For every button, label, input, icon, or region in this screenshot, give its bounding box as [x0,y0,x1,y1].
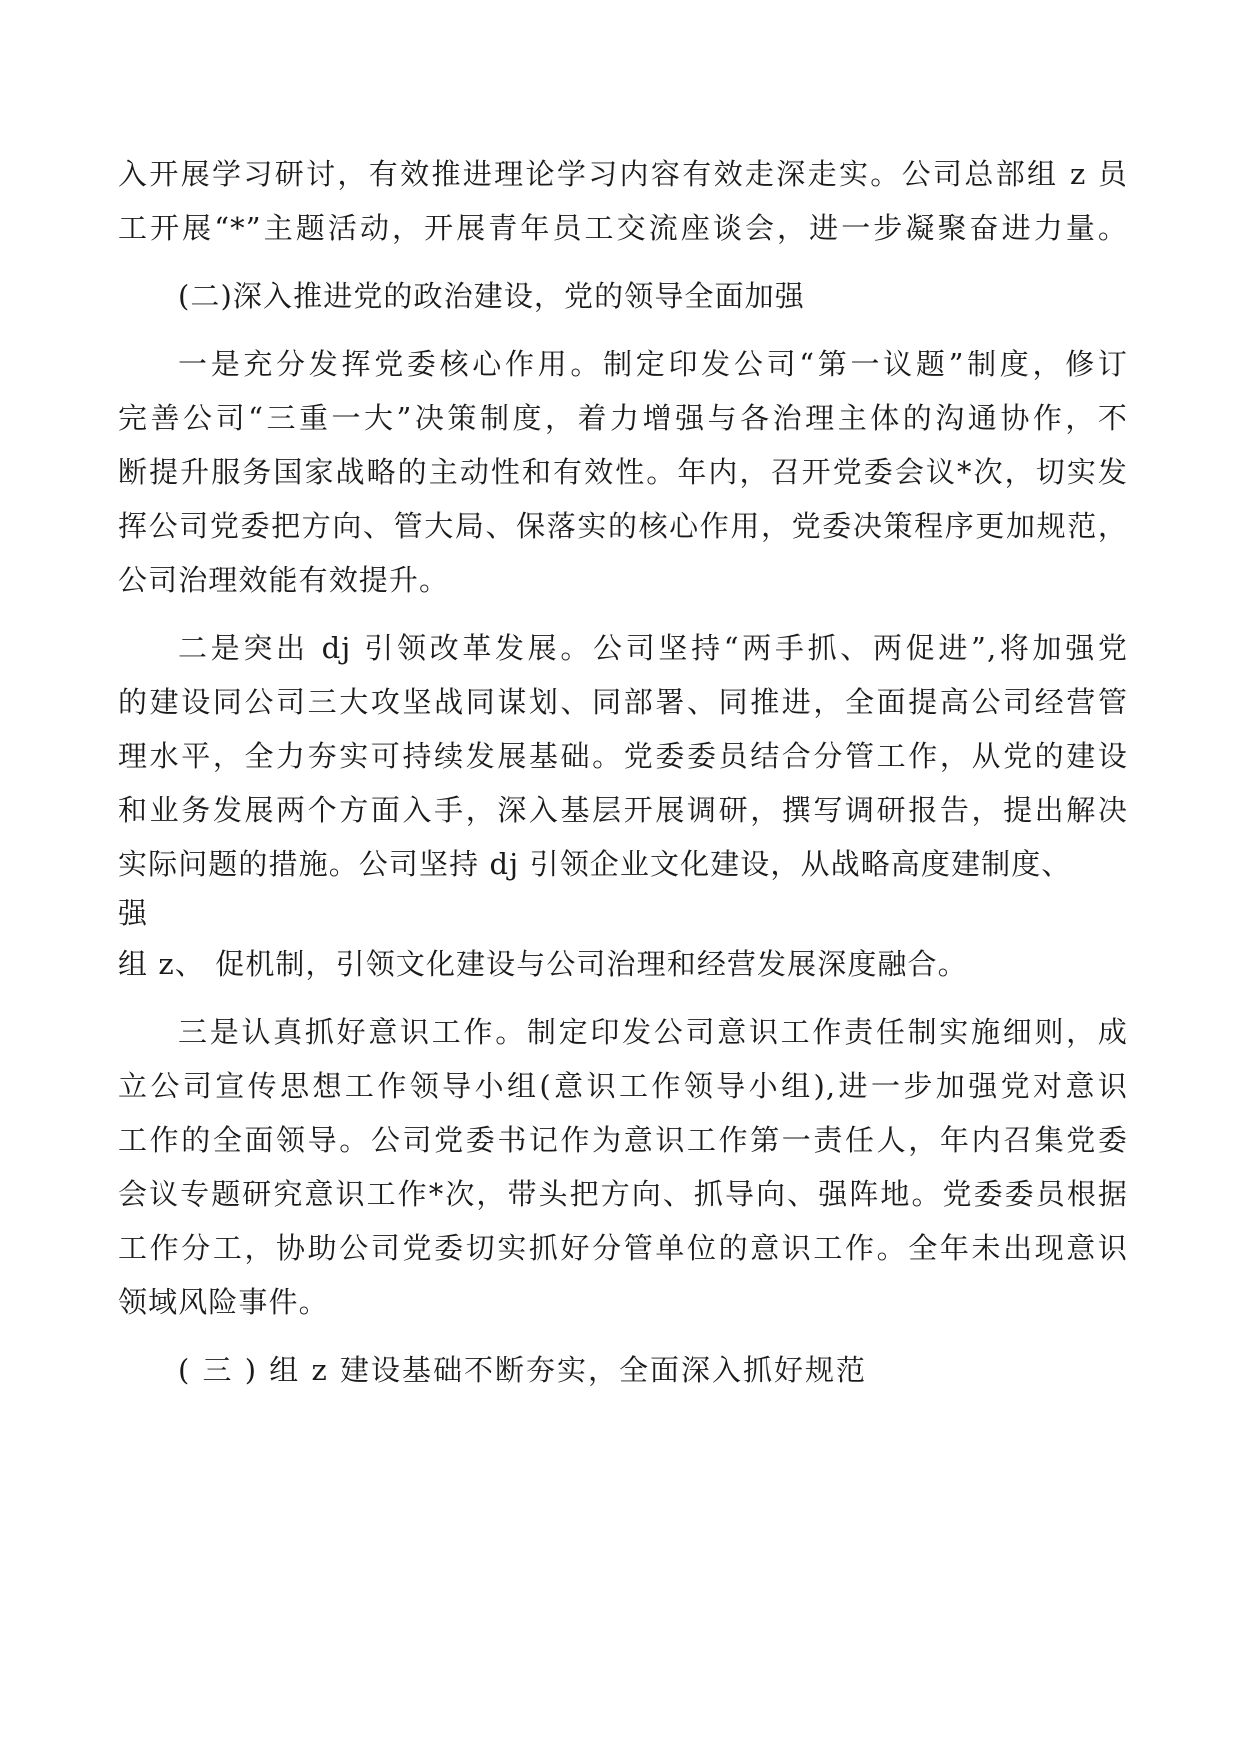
paragraph-line: 领域风险事件。 [118,1285,329,1319]
paragraph-line: 公司治理效能有效提升。 [118,563,450,597]
paragraph-line: 二是突出 dj 引领改革发展。公司坚持“两手抓、两促进”,将加强党 [178,631,1128,665]
paragraph-line: 工作的全面领导。公司党委书记作为意识工作第一责任人，年内召集党委 [118,1123,1128,1157]
paragraph-line: 的建设同公司三大攻坚战同谋划、同部署、同推进，全面提高公司经营管 [118,685,1128,719]
section-heading-2: (二)深入推进党的政治建设，党的领导全面加强 [178,279,805,313]
paragraph-line: 强 [118,896,149,930]
paragraph-line: 理水平，全力夯实可持续发展基础。党委委员结合分管工作，从党的建设 [118,739,1128,773]
section-heading-3: ( 三 ) 组 z 建设基础不断夯实，全面深入抓好规范 [178,1353,867,1387]
paragraph-line: 挥公司党委把方向、管大局、保落实的核心作用，党委决策程序更加规范， [118,509,1128,543]
paragraph-line: 断提升服务国家战略的主动性和有效性。年内，召开党委会议*次，切实发 [118,455,1128,489]
paragraph-line: 入开展学习研讨，有效推进理论学习内容有效走深走实。公司总部组 z 员 [118,157,1128,191]
paragraph-line: 工作分工，协助公司党委切实抓好分管单位的意识工作。全年未出现意识 [118,1231,1128,1265]
paragraph-line: 三是认真抓好意识工作。制定印发公司意识工作责任制实施细则，成 [178,1015,1128,1049]
paragraph-line: 和业务发展两个方面入手，深入基层开展调研，撰写调研报告，提出解决 [118,793,1128,827]
paragraph-line: 立公司宣传思想工作领导小组(意识工作领导小组),进一步加强党对意识 [118,1069,1128,1103]
paragraph-line: 组 z、 促机制，引领文化建设与公司治理和经营发展深度融合。 [118,947,968,981]
paragraph-line: 会议专题研究意识工作*次，带头把方向、抓导向、强阵地。党委委员根据 [118,1177,1128,1211]
paragraph-line: 一是充分发挥党委核心作用。制定印发公司“第一议题”制度，修订 [178,347,1128,381]
paragraph-line: 工开展“*”主题活动，开展青年员工交流座谈会，进一步凝聚奋进力量。 [118,211,1128,245]
paragraph-line: 完善公司“三重一大”决策制度，着力增强与各治理主体的沟通协作，不 [118,401,1128,435]
paragraph-line: 实际问题的措施。公司坚持 dj 引领企业文化建设，从战略高度建制度、 [118,847,1072,881]
